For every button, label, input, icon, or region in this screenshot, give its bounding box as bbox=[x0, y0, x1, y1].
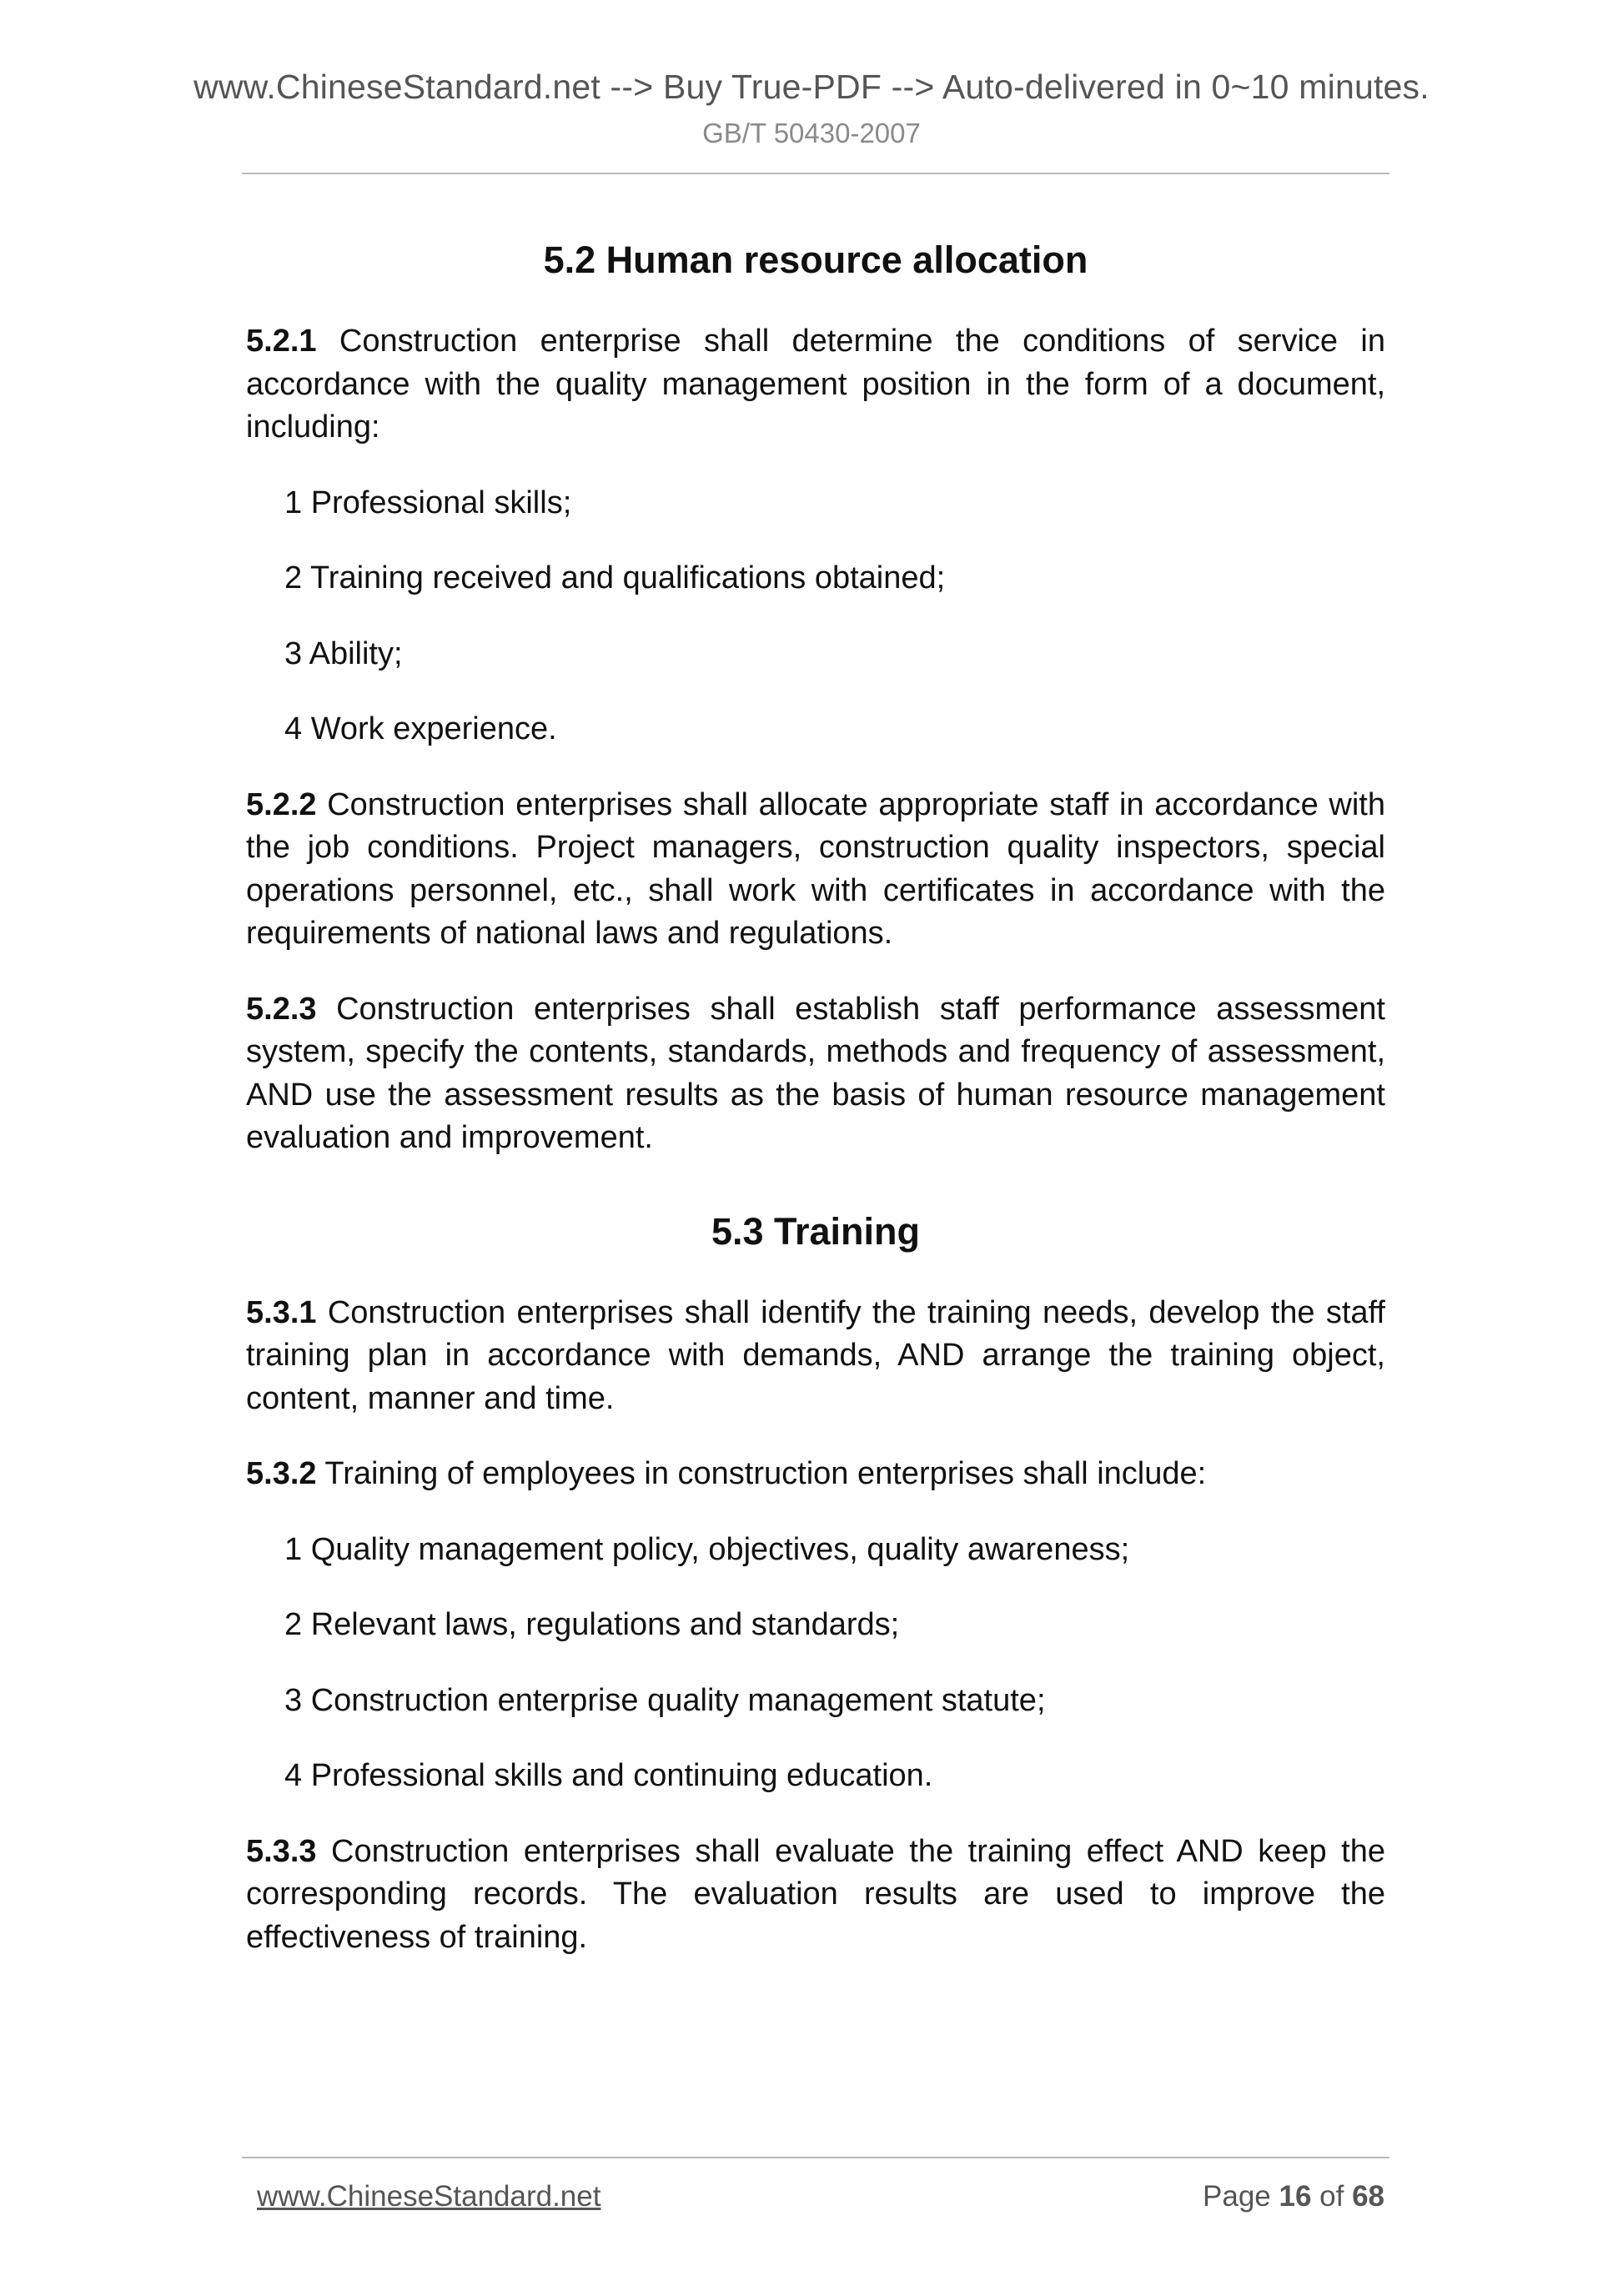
clause-number: 5.3.2 bbox=[246, 1456, 317, 1491]
clause-text: Construction enterprises shall establish staff performance assessment system, specify the contents, standards, methods and frequency of assessment, AND use the assessment results as the basis of human resource management evaluation and improvement. bbox=[246, 991, 1385, 1155]
list-item: 4 Professional skills and continuing education. bbox=[284, 1758, 933, 1793]
clause-number: 5.2.2 bbox=[246, 786, 317, 822]
clause-number: 5.2.1 bbox=[246, 324, 317, 359]
clause-number: 5.2.3 bbox=[246, 991, 317, 1027]
list-item: 3 Ability; bbox=[284, 636, 403, 671]
clause-5-2-3 bbox=[246, 988, 1385, 1160]
clause-5-3-1 bbox=[246, 1292, 1385, 1421]
clause-5-2-1 bbox=[246, 320, 1385, 450]
page-of: of bbox=[1311, 2180, 1353, 2213]
footer-divider bbox=[242, 2157, 1389, 2158]
page-current: 16 bbox=[1279, 2180, 1312, 2213]
footer-site-link[interactable]: www.ChineseStandard.net bbox=[257, 2180, 601, 2213]
document-body bbox=[246, 235, 1385, 1959]
list-item: 3 Construction enterprise quality management statute; bbox=[284, 1682, 1046, 1718]
clause-number: 5.3.1 bbox=[246, 1294, 317, 1330]
clause-text: Construction enterprises shall evaluate the training effect AND keep the corresponding records. The evaluation results are used to improve the effectiveness of training. bbox=[246, 1833, 1385, 1955]
header-divider bbox=[242, 173, 1389, 174]
section-heading-5-3: 5.3 Training bbox=[711, 1209, 921, 1253]
clause-text: Training of employees in construction enterprises shall include: bbox=[316, 1456, 1207, 1491]
clause-5-3-3 bbox=[246, 1831, 1385, 1960]
list-item: 2 Training received and qualifications obtained; bbox=[284, 560, 946, 595]
header-banner: www.ChineseStandard.net --> Buy True-PDF --> Auto-delivered in 0~10 minutes. bbox=[193, 68, 1430, 106]
clause-5-2-2 bbox=[246, 784, 1385, 956]
list-item: 4 Work experience. bbox=[284, 711, 557, 746]
page-header bbox=[0, 63, 1623, 153]
clause-text: Construction enterprises shall identify the training needs, develop the staff training plan in accordance with demands, AND arrange the training object, content, manner and time. bbox=[246, 1294, 1385, 1416]
page-prefix: Page bbox=[1203, 2180, 1279, 2213]
list-item: 1 Quality management policy, objectives, quality awareness; bbox=[284, 1531, 1130, 1567]
clause-text: Construction enterprise shall determine the conditions of service in accordance with the quality management position in the form of a document, including: bbox=[246, 324, 1385, 445]
clause-number: 5.3.3 bbox=[246, 1833, 317, 1869]
standard-code: GB/T 50430-2007 bbox=[702, 118, 921, 148]
page-footer bbox=[257, 2173, 1384, 2220]
clause-5-3-2 bbox=[246, 1453, 1385, 1496]
page-total: 68 bbox=[1352, 2180, 1384, 2213]
clause-text: Construction enterprises shall allocate appropriate staff in accordance with the job conditions. Project managers, construction quality inspectors, special operations personnel, etc., shall work with certificates in accordance with the requirements of national laws and regulations. bbox=[246, 786, 1385, 951]
page-indicator bbox=[1203, 2173, 1384, 2220]
list-item: 2 Relevant laws, regulations and standards; bbox=[284, 1607, 900, 1642]
section-heading-5-2: 5.2 Human resource allocation bbox=[543, 239, 1088, 281]
list-item: 1 Professional skills; bbox=[284, 485, 572, 520]
